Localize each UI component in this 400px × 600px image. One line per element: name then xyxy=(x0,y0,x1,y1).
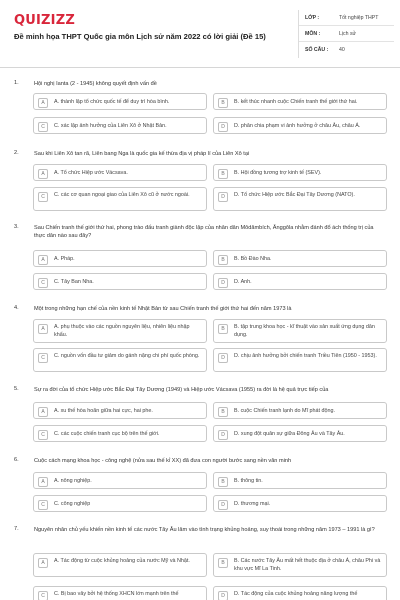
option-key: B xyxy=(218,98,228,108)
question-text: Nguyên nhân chủ yếu khiến nền kinh tế các nước Tây Âu lâm vào tình trạng khủng hoảng, suy thoái trong những năm 1973 – 1991 là gì? xyxy=(34,527,375,533)
question-number: 5. xyxy=(14,386,19,392)
answer-option-b[interactable] xyxy=(213,472,387,489)
answer-option-d[interactable] xyxy=(213,495,387,512)
answer-option-c[interactable] xyxy=(33,586,207,600)
option-key: B xyxy=(218,169,228,179)
question-number: 2. xyxy=(14,150,19,156)
answer-option-a[interactable] xyxy=(33,93,207,110)
option-text: C. Tây Ban Nha. xyxy=(54,279,94,285)
option-text: C. các cuộc chiến tranh cục bộ trên thế giới. xyxy=(54,431,160,437)
answer-option-d[interactable] xyxy=(213,425,387,442)
option-key: A xyxy=(38,477,48,487)
answer-option-c[interactable] xyxy=(33,495,207,512)
option-key: C xyxy=(38,500,48,510)
answer-option-d[interactable] xyxy=(213,187,387,211)
option-text: C. xác lập ảnh hưởng của Liên Xô ở Nhật Bản. xyxy=(54,123,167,129)
option-text: A. Tác động từ cuộc khủng hoảng của nước Mỹ và Nhật. xyxy=(54,558,190,564)
meta-value: 40 xyxy=(339,47,345,53)
option-key: A xyxy=(38,558,48,568)
option-key: B xyxy=(218,558,228,568)
option-key: C xyxy=(38,353,48,363)
option-text: D. xung đột quân sự giữa Đông Âu và Tây Âu. xyxy=(234,431,345,437)
meta-label: LỚP : xyxy=(305,15,320,21)
answer-option-c[interactable] xyxy=(33,187,207,211)
option-text: B. Các nước Tây Âu mất hết thuộc địa ở châu Á, châu Phi và khu vực Mĩ La Tinh. xyxy=(234,558,381,572)
answer-option-a[interactable] xyxy=(33,319,207,343)
option-text: B. Hội đồng tương trợ kinh tế (SEV). xyxy=(234,170,322,176)
question-text: Một trong những hạn chế của nền kinh tế Nhật Bản từ sau Chiến tranh thế giới thứ hai đến năm 1973 là xyxy=(34,306,292,312)
option-text: C. Bị bao vây bởi hệ thống XHCN lớn mạnh trên thế xyxy=(54,591,179,597)
answer-option-a[interactable] xyxy=(33,402,207,419)
answer-option-d[interactable] xyxy=(213,273,387,290)
meta-value: Tốt nghiệp THPT xyxy=(339,15,379,21)
option-key: C xyxy=(38,591,48,600)
option-text: B. kết thúc nhanh cuộc Chiến tranh thế giới thứ hai. xyxy=(234,99,358,105)
question-text: Sau Chiến tranh thế giới thứ hai, phong trào đấu tranh giành độc lập của nhân dân Môdămbích, Ănggôla nhằm đánh đổ ách thống trị của thực dân nào sau đây? xyxy=(34,225,374,239)
answer-option-b[interactable] xyxy=(213,250,387,267)
option-key: C xyxy=(38,192,48,202)
meta-label: SỐ CÂU : xyxy=(305,47,329,53)
option-text: D. phân chia phạm vi ảnh hưởng ở châu Âu, châu Á. xyxy=(234,123,361,129)
option-key: C xyxy=(38,278,48,288)
answer-option-c[interactable] xyxy=(33,117,207,134)
question-number: 4. xyxy=(14,305,19,311)
option-text: C. các cơ quan ngoại giao của Liên Xô cũ ở nước ngoài. xyxy=(54,192,190,198)
option-text: D. Tác động của cuộc khủng hoảng năng lượng thế xyxy=(234,591,358,597)
question-text: Sau khi Liên Xô tan rã, Liên bang Nga là quốc gia kế thừa địa vị pháp lí của Liên Xô tại xyxy=(34,151,250,157)
worksheet-header xyxy=(0,0,400,68)
option-key: B xyxy=(218,324,228,334)
option-text: B. thông tin. xyxy=(234,478,263,484)
option-key: D xyxy=(218,122,228,132)
answer-option-a[interactable] xyxy=(33,164,207,181)
answer-option-b[interactable] xyxy=(213,553,387,577)
option-text: A. nông nghiệp. xyxy=(54,478,92,484)
option-key: B xyxy=(218,407,228,417)
meta-row-class xyxy=(299,10,394,26)
option-key: A xyxy=(38,407,48,417)
option-key: D xyxy=(218,353,228,363)
option-text: A. Pháp. xyxy=(54,256,75,262)
answer-option-b[interactable] xyxy=(213,93,387,110)
document-title: Đề minh họa THPT Quốc gia môn Lịch sử năm 2022 có lời giải (Đề 15) xyxy=(14,32,266,41)
option-text: A. xu thế hòa hoãn giữa hai cực, hai phe. xyxy=(54,408,153,414)
answer-option-b[interactable] xyxy=(213,164,387,181)
answer-option-b[interactable] xyxy=(213,402,387,419)
option-text: A. phụ thuộc vào các nguồn nguyên liệu, nhiên liệu nhập khẩu. xyxy=(54,324,190,338)
answer-option-c[interactable] xyxy=(33,348,207,372)
answer-option-c[interactable] xyxy=(33,425,207,442)
option-key: A xyxy=(38,324,48,334)
question-text: Hội nghị Ianta (2 - 1945) không quyết định vấn đề xyxy=(34,81,157,87)
meta-table xyxy=(298,10,394,58)
option-key: D xyxy=(218,500,228,510)
answer-option-b[interactable] xyxy=(213,319,387,343)
answer-option-d[interactable] xyxy=(213,348,387,372)
quizizz-logo: QUIZIZZ xyxy=(14,13,75,28)
option-text: C. công nghiệp xyxy=(54,501,91,507)
option-key: D xyxy=(218,430,228,440)
option-key: A xyxy=(38,169,48,179)
option-text: B. Bồ Đào Nha. xyxy=(234,256,272,262)
option-key: A xyxy=(38,98,48,108)
question-text: Cuộc cách mạng khoa học - công nghệ (nửa sau thế kỉ XX) đã đưa con người bước sang nền văn minh xyxy=(34,458,292,464)
answer-option-a[interactable] xyxy=(33,472,207,489)
answer-option-d[interactable] xyxy=(213,117,387,134)
option-key: C xyxy=(38,122,48,132)
answer-option-a[interactable] xyxy=(33,553,207,577)
option-key: D xyxy=(218,278,228,288)
option-text: A. thành lập tổ chức quốc tế để duy trì hòa bình. xyxy=(54,99,170,105)
question-text: Sự ra đời của tổ chức Hiệp ước Bắc Đại Tây Dương (1949) và Hiệp ước Vácsava (1955) ra đời là hệ quả trực tiếp của xyxy=(34,387,329,393)
question-number: 1. xyxy=(14,80,19,86)
option-key: D xyxy=(218,591,228,600)
option-key: D xyxy=(218,192,228,202)
option-key: B xyxy=(218,255,228,265)
option-text: D. Tổ chức Hiệp ước Bắc Đại Tây Dương (NATO). xyxy=(234,192,355,198)
option-key: A xyxy=(38,255,48,265)
meta-value: Lịch sử xyxy=(339,31,357,37)
meta-label: MÔN : xyxy=(305,31,321,37)
option-text: D. thương mại. xyxy=(234,501,271,507)
answer-option-c[interactable] xyxy=(33,273,207,290)
option-key: C xyxy=(38,430,48,440)
option-text: C. nguồn vốn đầu tư giảm do gánh nặng chi phí quốc phòng. xyxy=(54,353,200,359)
meta-row-count xyxy=(299,42,394,58)
question-number: 7. xyxy=(14,526,19,532)
answer-option-a[interactable] xyxy=(33,250,207,267)
option-text: B. cuộc Chiến tranh lạnh do Mĩ phát động. xyxy=(234,408,335,414)
option-text: A. Tổ chức Hiệp ước Vácsava. xyxy=(54,170,128,176)
question-number: 3. xyxy=(14,224,19,230)
option-text: D. Anh. xyxy=(234,279,252,285)
option-text: D. chịu ảnh hưởng bởi chiến tranh Triều Tiên (1950 - 1953). xyxy=(234,353,377,359)
meta-row-subject xyxy=(299,26,394,42)
answer-option-d[interactable] xyxy=(213,586,387,600)
question-number: 6. xyxy=(14,457,19,463)
option-text: B. tập trung khoa học - kĩ thuật vào sản xuất ứng dụng dân dụng. xyxy=(234,324,375,338)
option-key: B xyxy=(218,477,228,487)
